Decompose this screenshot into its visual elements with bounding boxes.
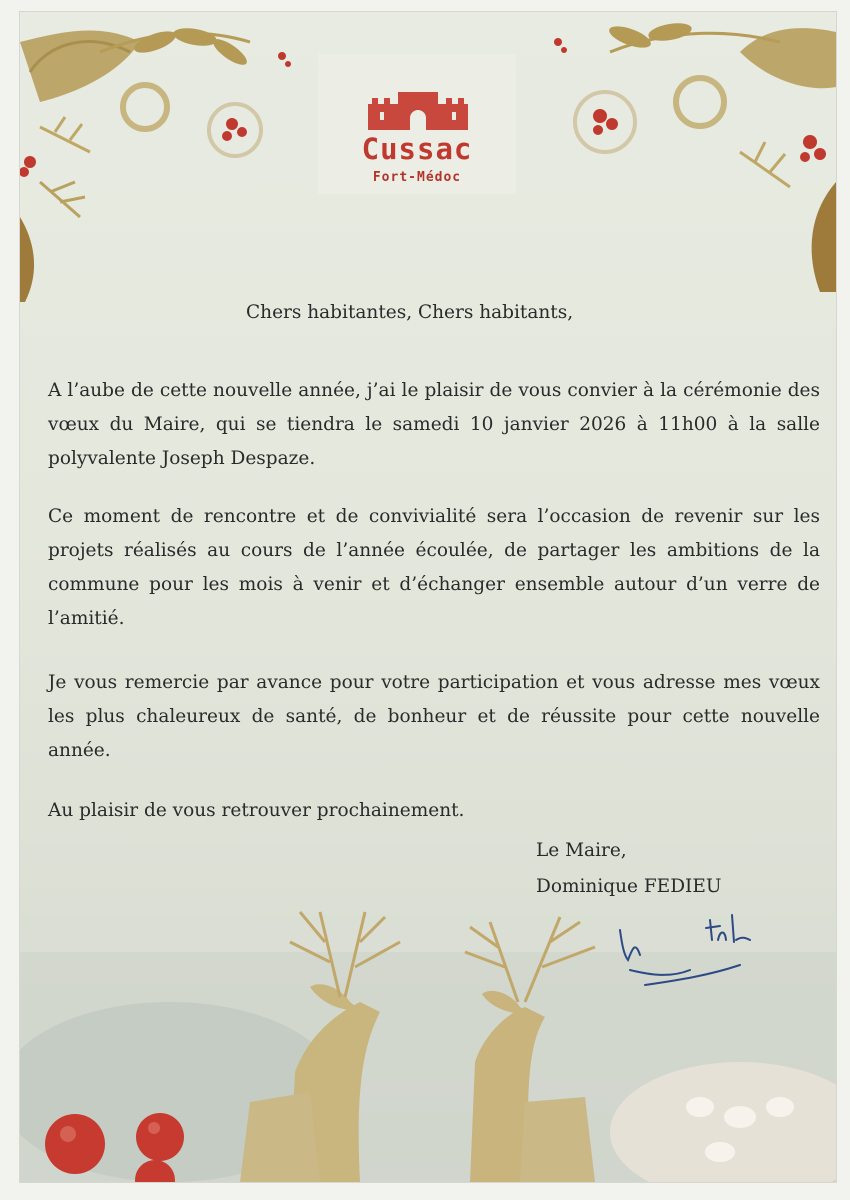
paragraph-projects: Ce moment de rencontre et de convivialité sera l’occasion de revenir sur les projets réalisés au cours de l’année écoulée, de partager les ambitions de la commune pour les mois à venir et d’échanger ensemble autour d’un verre de l’amitié. — [48, 506, 820, 629]
town-logo — [318, 54, 516, 194]
paragraph-invitation: A l’aube de cette nouvelle année, j’ai le plaisir de vous convier à la cérémonie des vœux du Maire, qui se tiendra le samedi 10 janvier 2026 à 11h00 à la salle polyvalente Joseph Despaze. — [48, 380, 820, 469]
signature-title: Le Maire, — [536, 840, 627, 861]
paragraph-thanks: Je vous remercie par avance pour votre participation et vous adresse mes vœux les plus chaleureux de santé, de bonheur et de réussite pour cette nouvelle année. — [48, 672, 820, 761]
greeting: Chers habitantes, Chers habitants, — [246, 302, 574, 323]
handwritten-signature-icon — [610, 900, 760, 1010]
logo-town-subtitle: Fort-Médoc — [372, 170, 462, 185]
holly-corner-right-icon — [554, 20, 836, 292]
paragraph-closing: Au plaisir de vous retrouver prochainement. — [48, 800, 465, 821]
signature-name: Dominique FEDIEU — [536, 876, 722, 897]
castle-icon — [368, 90, 468, 130]
holly-corner-left-icon — [20, 25, 291, 302]
letter-sheet — [20, 12, 836, 1182]
logo-town-name: Cussac — [361, 132, 473, 166]
